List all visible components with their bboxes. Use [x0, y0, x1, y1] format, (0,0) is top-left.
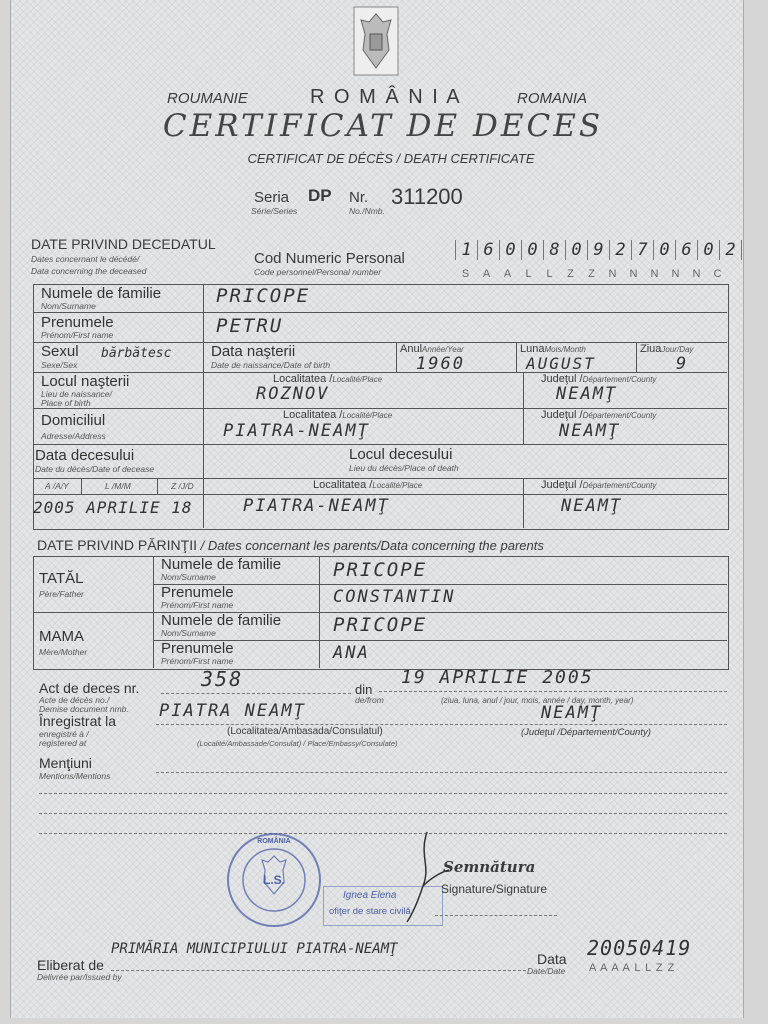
act-date-value: 19 APRILIE 2005: [401, 667, 594, 688]
cnp-digit: 2: [719, 240, 742, 260]
dod-label: Data decesului: [35, 447, 135, 464]
cnp-legend-char: N: [671, 268, 680, 280]
mother-firstname-value: ANA: [333, 643, 370, 663]
table-divider: [203, 284, 204, 528]
mother-label: MAMA: [39, 628, 84, 645]
cnp-legend-char: A: [503, 268, 512, 280]
domicile-label: Domiciliul: [41, 412, 106, 429]
mother-firstname-sub: Prénom/First name: [161, 656, 234, 666]
pob-sub1: Lieu de naissance/: [41, 389, 112, 399]
pod-label: Locul decesului: [349, 446, 453, 463]
cnp-legend-char: L: [525, 268, 532, 280]
nr-label: Nr.: [349, 189, 369, 206]
cnp-digit: 1: [455, 240, 477, 260]
surname-label: Numele de familie: [41, 285, 162, 302]
domicile-county-value: NEAMŢ: [559, 421, 621, 441]
table-divider: [396, 342, 397, 372]
cnp-digit: 0: [521, 240, 543, 260]
cnp-digit: 0: [653, 240, 675, 260]
act-sub2: Demise document nmb.: [39, 704, 129, 714]
locality-hint: (Localitatea/Ambasada/Consulatul): [227, 726, 383, 737]
pob-locality-value: ROZNOV: [256, 384, 330, 404]
coat-of-arms-icon: [353, 6, 399, 76]
domicile-locality-label-text: Localitatea: [283, 409, 337, 421]
act-date-line: [379, 691, 727, 692]
certificate-sheet: [10, 0, 744, 1018]
pod-locality-label-text: Localitatea: [313, 479, 367, 491]
mother-firstname-label: Prenumele: [161, 640, 234, 657]
cnp-legend-char: A: [482, 268, 491, 280]
pod-county-label-text: Judeţul: [541, 479, 577, 491]
cnp-digit: 9: [587, 240, 609, 260]
cnp-legend-char: N: [692, 268, 701, 280]
cnp-legend-char: N: [629, 268, 638, 280]
cnp-legend-char: Z: [567, 268, 574, 280]
cnp-sub: Code personnel/Personal number: [254, 267, 382, 277]
pod-locality-label: Localitatea /Localité/Place: [313, 479, 423, 491]
cnp-legend-char: N: [608, 268, 617, 280]
page-subtitle: CERTIFICAT DE DÉCÈS / DEATH CERTIFICATE: [247, 151, 535, 166]
cnp-legend-char: N: [650, 268, 659, 280]
domicile-locality-value: PIATRA-NEAMŢ: [223, 421, 370, 441]
deceased-section-title: DATE PRIVIND DECEDATUL: [31, 236, 216, 252]
firstname-label: Prenumele: [41, 314, 114, 331]
cnp-digit: 0: [499, 240, 521, 260]
mother-surname-value: PRICOPE: [333, 614, 428, 636]
act-number-line: [161, 693, 351, 694]
table-divider: [636, 342, 637, 372]
table-divider: [33, 444, 727, 445]
county-hint: (Judeţul /Département/County): [521, 727, 651, 738]
father-surname-sub: Nom/Surname: [161, 572, 216, 582]
parents-section-title: [37, 537, 544, 553]
domicile-locality-label: Localitatea /Localité/Place: [283, 409, 393, 421]
month-label-text: Luna: [520, 343, 545, 355]
year-label-text: Anul: [400, 343, 423, 355]
mentions-line: [156, 772, 727, 773]
domicile-county-label-text: Judeţul: [541, 409, 577, 421]
cnp-digits: [455, 240, 742, 260]
mentions-line: [39, 833, 727, 834]
table-divider: [153, 640, 727, 641]
stamp-ring-text: ROMÂNIA: [257, 838, 291, 845]
din-label: din: [355, 682, 373, 697]
domicile-county-sub: Département/County: [582, 411, 657, 420]
page-title: CERTIFICAT DE DECES: [162, 108, 604, 144]
registered-label: Înregistrat la: [39, 713, 117, 729]
registered-county: NEAMŢ: [541, 703, 603, 723]
mentions-line: [39, 813, 727, 814]
mother-surname-sub: Nom/Surname: [161, 628, 216, 638]
issued-line: [111, 970, 526, 971]
seria-label: Seria: [254, 189, 290, 206]
sex-sub: Sexe/Sex: [41, 360, 78, 370]
clerk-role: ofiţer de stare civilă: [329, 906, 411, 917]
registered-sub2: registered at: [39, 738, 87, 748]
signature-scribble-icon: [397, 826, 457, 926]
dod-value: 2005 APRILIE 18: [33, 498, 193, 517]
surname-value: PRICOPE: [216, 285, 311, 307]
cnp-legend-char: Z: [588, 268, 595, 280]
father-sub: Père/Father: [39, 589, 84, 599]
issued-value: PRIMĂRIA MUNICIPIULUI PIATRA-NEAMŢ: [111, 941, 398, 957]
pob-county-label-text: Judeţul: [541, 373, 577, 385]
year-sub: Année/Year: [422, 345, 464, 354]
year-value: 1960: [416, 354, 465, 374]
dob-sub: Date de naissance/Date of birth: [211, 360, 331, 370]
parents-section-title-text: DATE PRIVIND PĂRINŢII: [37, 537, 197, 553]
cnp-digit: 2: [609, 240, 631, 260]
mentions-label: Menţiuni: [39, 755, 92, 771]
signature-sub: Signature/Signature: [441, 882, 548, 896]
country-ro: R O M Â N I A: [310, 86, 462, 108]
pod-county-value: NEAMŢ: [561, 496, 623, 516]
issued-label: Eliberat de: [37, 957, 104, 973]
pod-county-sub: Département/County: [582, 481, 657, 490]
registered-sub1: enregistré à /: [39, 729, 89, 739]
firstname-value: PETRU: [216, 315, 284, 337]
seria-sub: Série/Series: [251, 206, 298, 216]
father-surname-label: Numele de familie: [161, 556, 282, 573]
registered-line: [156, 724, 727, 725]
issue-date-legend: A A A A L L Z Z: [589, 962, 676, 974]
pob-county-sub: Département/County: [582, 375, 657, 384]
day-label-text: Ziua: [640, 343, 662, 355]
seria-value: DP: [308, 186, 332, 205]
father-firstname-value: CONSTANTIN: [333, 587, 456, 607]
signature-label: Semnătura: [443, 858, 536, 876]
pob-county-label: Judeţul /Département/County: [541, 373, 657, 385]
table-divider: [157, 478, 158, 494]
pob-county-value: NEAMŢ: [556, 384, 618, 404]
mother-sub: Mère/Mother: [39, 647, 88, 657]
sex-label: Sexul: [41, 343, 79, 360]
pod-locality-value: PIATRA-NEAMŢ: [243, 496, 390, 516]
nr-sub: No./Nmb.: [349, 206, 385, 216]
date-sub: Date/Date: [527, 966, 566, 976]
father-surname-value: PRICOPE: [333, 559, 428, 581]
cnp-digit: 8: [543, 240, 565, 260]
domicile-sub: Adresse/Address: [41, 431, 106, 441]
pod-locality-sub: Localité/Place: [372, 481, 423, 490]
dod-legend-l: L /M/M: [105, 481, 131, 491]
surname-sub: Nom/Surname: [41, 301, 96, 311]
cnp-legend-char: L: [546, 268, 553, 280]
pob-locality-label-text: Localitatea: [273, 373, 327, 385]
table-divider: [523, 372, 524, 444]
month-sub: Mois/Month: [544, 345, 586, 354]
deceased-section-sub1: Dates concernant le décédé/: [31, 254, 140, 264]
mentions-sub: Mentions/Mentions: [39, 771, 111, 781]
dod-legend-z: Z /J/D: [171, 481, 194, 491]
cnp-digit: 6: [675, 240, 697, 260]
act-sub1: Acte de décès no./: [39, 695, 110, 705]
nr-value: 311200: [391, 184, 463, 209]
mentions-line: [39, 793, 727, 794]
locality-hint-sub: (Localité/Ambassade/Consulat) / Place/Embassy/Consulate): [197, 739, 398, 748]
father-firstname-sub: Prénom/First name: [161, 600, 234, 610]
issue-date-value: 20050419: [587, 936, 692, 960]
pod-sub: Lieu du décès/Place of death: [349, 463, 459, 473]
father-firstname-label: Prenumele: [161, 584, 234, 601]
parents-section-sub: / Dates concernant les parents/Data concerning the parents: [196, 538, 544, 553]
firstname-sub: Prénom/First name: [41, 330, 114, 340]
act-date-hint: (ziua, luna, anul / jour, mois, année / day, month, year): [441, 696, 634, 705]
mother-surname-label: Numele de familie: [161, 612, 282, 629]
dob-label: Data naşterii: [211, 343, 296, 360]
day-sub: Jour/Day: [661, 345, 694, 354]
table-divider: [33, 494, 727, 495]
cnp-label: Cod Numeric Personal: [254, 250, 405, 267]
date-label: Data: [537, 951, 567, 967]
registered-locality: PIATRA NEAMŢ: [159, 701, 306, 721]
issued-sub: Delivrée par/Issued by: [37, 972, 122, 982]
cnp-digit: 0: [697, 240, 719, 260]
clerk-name: Ignea Elena: [343, 890, 397, 901]
cnp-digit: 6: [477, 240, 499, 260]
day-value: 9: [676, 354, 689, 374]
cnp-legend: [455, 268, 728, 280]
table-divider: [33, 612, 727, 613]
domicile-county-label: Judeţul /Département/County: [541, 409, 657, 421]
table-divider: [523, 478, 524, 528]
pod-county-label: Judeţul /Département/County: [541, 479, 657, 491]
pob-locality-label: Localitatea /Localité/Place: [273, 373, 383, 385]
act-label: Act de deces nr.: [39, 680, 140, 696]
stamp-ls: L.S.: [262, 873, 285, 887]
pob-locality-sub: Localité/Place: [332, 375, 383, 384]
month-value: AUGUST: [526, 354, 596, 373]
deceased-section-sub2: Data concerning the deceased: [31, 266, 147, 276]
father-label: TATĂL: [39, 570, 84, 587]
cnp-digit: 0: [565, 240, 587, 260]
din-sub: de/from: [355, 695, 384, 705]
sex-value: bărbătesc: [101, 346, 172, 361]
pob-sub2: Place of birth: [41, 398, 91, 408]
dod-sub: Date du décès/Date of decease: [35, 464, 155, 474]
country-en: ROMANIA: [517, 90, 588, 107]
cnp-legend-char: C: [713, 268, 722, 280]
country-fr: ROUMANIE: [167, 90, 248, 107]
cnp-legend-char: S: [461, 268, 470, 280]
act-number: 358: [201, 667, 244, 691]
cnp-digit: 7: [631, 240, 653, 260]
dod-legend-a: A /A/Y: [45, 481, 69, 491]
table-divider: [33, 342, 727, 343]
domicile-locality-sub: Localité/Place: [342, 411, 393, 420]
table-divider: [81, 478, 82, 494]
table-divider: [33, 312, 727, 313]
pob-label: Locul naşterii: [41, 373, 130, 390]
signature-line: [435, 915, 557, 916]
table-divider: [516, 342, 517, 372]
table-divider: [153, 584, 727, 585]
